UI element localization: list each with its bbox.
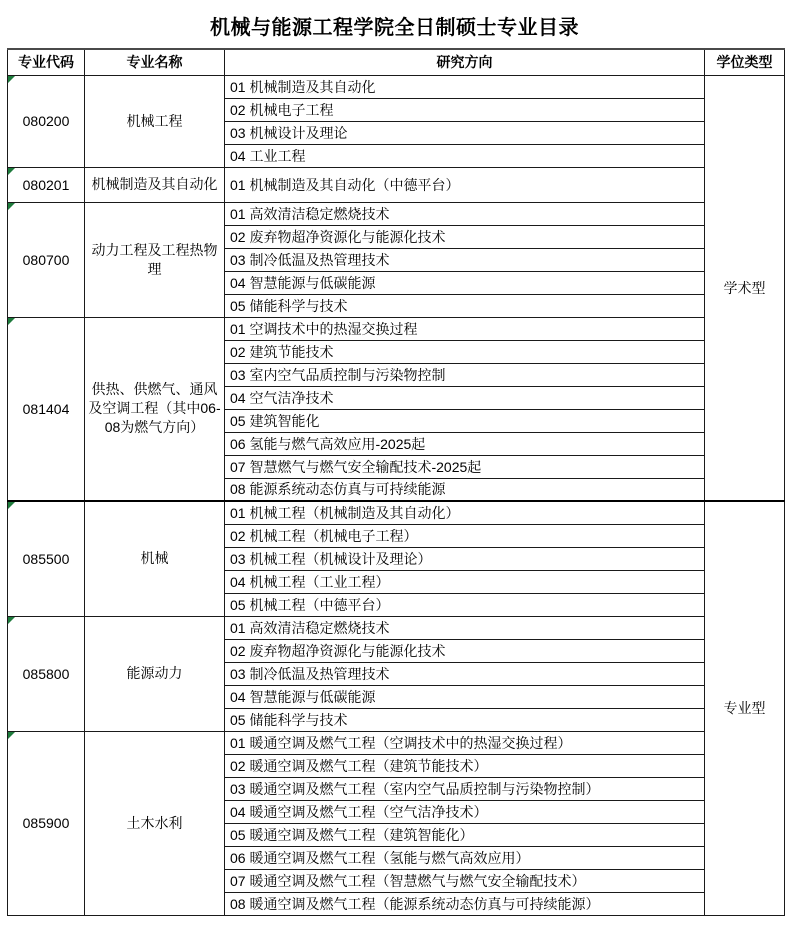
research-direction: 08 暖通空调及燃气工程（能源系统动态仿真与可持续能源） (230, 895, 600, 912)
research-direction: 01 机械制造及其自动化 (230, 78, 376, 95)
research-direction: 05 暖通空调及燃气工程（建筑智能化） (230, 826, 474, 843)
research-direction: 01 高效清洁稳定燃烧技术 (230, 205, 390, 222)
research-direction-cell (225, 248, 705, 271)
degree-type: 学术型 (723, 279, 766, 296)
program-code-cell (8, 75, 85, 167)
research-direction: 01 暖通空调及燃气工程（空调技术中的热湿交换过程） (230, 734, 572, 751)
research-direction: 04 机械工程（工业工程） (230, 573, 390, 590)
research-direction: 07 智慧燃气与燃气安全输配技术-2025起 (230, 458, 482, 475)
research-direction: 03 机械设计及理论 (230, 124, 348, 141)
research-direction-cell (225, 823, 705, 846)
excel-error-flag-icon (8, 203, 15, 210)
degree-type: 专业型 (723, 700, 766, 717)
research-direction-cell (225, 892, 705, 915)
table-row (8, 202, 785, 225)
research-direction: 03 制冷低温及热管理技术 (230, 665, 390, 682)
research-direction: 03 制冷低温及热管理技术 (230, 251, 390, 268)
program-code: 081404 (22, 400, 70, 417)
research-direction: 03 机械工程（机械设计及理论） (230, 550, 432, 567)
table-row (8, 616, 785, 639)
research-direction-cell (225, 75, 705, 98)
table-row (8, 317, 785, 340)
research-direction-cell (225, 98, 705, 121)
research-direction: 06 暖通空调及燃气工程（氢能与燃气高效应用） (230, 849, 530, 866)
research-direction: 02 废弃物超净资源化与能源化技术 (230, 228, 446, 245)
program-catalog-table (7, 48, 785, 916)
research-direction-cell (225, 271, 705, 294)
table-row (8, 501, 785, 524)
program-name-cell (85, 731, 225, 915)
research-direction: 04 工业工程 (230, 147, 306, 164)
program-code: 085800 (22, 665, 70, 682)
program-name-cell (85, 501, 225, 616)
excel-error-flag-icon (8, 502, 15, 509)
program-code-cell (8, 501, 85, 616)
program-code: 080201 (22, 176, 70, 193)
excel-error-flag-icon (8, 76, 15, 83)
research-direction-cell (225, 593, 705, 616)
program-code-cell (8, 731, 85, 915)
research-direction-cell (225, 685, 705, 708)
research-direction: 01 机械制造及其自动化（中德平台） (230, 176, 460, 193)
research-direction-cell (225, 340, 705, 363)
header-major-code: 专业代码 (8, 49, 85, 75)
research-direction: 04 暖通空调及燃气工程（空气洁净技术） (230, 803, 488, 820)
program-name: 机械工程 (126, 112, 183, 129)
program-name: 机械 (140, 550, 169, 567)
research-direction-cell (225, 202, 705, 225)
table-row (8, 731, 785, 754)
research-direction: 02 机械工程（机械电子工程） (230, 527, 418, 544)
research-direction-cell (225, 869, 705, 892)
research-direction-cell (225, 225, 705, 248)
research-direction-cell (225, 639, 705, 662)
header-research-direction: 研究方向 (225, 49, 705, 75)
research-direction-cell (225, 478, 705, 501)
research-direction-cell (225, 455, 705, 478)
program-code: 085500 (22, 550, 70, 567)
program-name: 动力工程及工程热物理 (91, 241, 218, 277)
header-row (8, 49, 785, 75)
research-direction: 04 智慧能源与低碳能源 (230, 688, 376, 705)
research-direction: 04 空气洁净技术 (230, 389, 334, 406)
research-direction-cell (225, 570, 705, 593)
degree-type-cell (705, 75, 785, 501)
research-direction-cell (225, 846, 705, 869)
research-direction-cell (225, 708, 705, 731)
research-direction-cell (225, 662, 705, 685)
program-name: 供热、供燃气、通风及空调工程（其中06-08为燃气方向） (88, 381, 221, 436)
research-direction-cell (225, 432, 705, 455)
research-direction: 02 暖通空调及燃气工程（建筑节能技术） (230, 757, 488, 774)
program-name-cell (85, 616, 225, 731)
research-direction-cell (225, 501, 705, 524)
research-direction-cell (225, 524, 705, 547)
research-direction: 04 智慧能源与低碳能源 (230, 274, 376, 291)
research-direction-cell (225, 547, 705, 570)
research-direction: 02 机械电子工程 (230, 101, 334, 118)
table-header (8, 49, 785, 75)
program-code-cell (8, 616, 85, 731)
research-direction: 05 储能科学与技术 (230, 297, 348, 314)
research-direction: 02 建筑节能技术 (230, 343, 334, 360)
table-body (8, 75, 785, 915)
research-direction-cell (225, 121, 705, 144)
program-code: 080700 (22, 251, 70, 268)
research-direction: 08 能源系统动态仿真与可持续能源 (230, 481, 446, 498)
research-direction-cell (225, 754, 705, 777)
research-direction-cell (225, 144, 705, 167)
degree-type-cell (705, 501, 785, 915)
program-name: 机械制造及其自动化 (91, 176, 218, 192)
research-direction: 05 建筑智能化 (230, 412, 320, 429)
program-code-cell (8, 167, 85, 202)
research-direction-cell (225, 294, 705, 317)
research-direction: 01 高效清洁稳定燃烧技术 (230, 619, 390, 636)
research-direction: 07 暖通空调及燃气工程（智慧燃气与燃气安全输配技术） (230, 872, 586, 889)
research-direction: 06 氢能与燃气高效应用-2025起 (230, 435, 426, 452)
program-name-cell (85, 317, 225, 501)
program-code-cell (8, 202, 85, 317)
program-code-cell (8, 317, 85, 501)
excel-error-flag-icon (8, 617, 15, 624)
program-name: 能源动力 (126, 665, 183, 681)
table-row (8, 75, 785, 98)
program-name: 土木水利 (126, 814, 183, 831)
program-name-cell (85, 202, 225, 317)
program-code: 080200 (22, 113, 70, 129)
research-direction: 02 废弃物超净资源化与能源化技术 (230, 642, 446, 659)
research-direction-cell (225, 731, 705, 754)
research-direction: 01 机械工程（机械制造及其自动化） (230, 504, 460, 521)
research-direction-cell (225, 167, 705, 202)
program-code: 085900 (22, 815, 70, 831)
research-direction: 03 室内空气品质控制与污染物控制 (230, 366, 446, 383)
research-direction-cell (225, 409, 705, 432)
research-direction-cell (225, 363, 705, 386)
header-degree-type: 学位类型 (705, 49, 785, 75)
header-major-name: 专业名称 (85, 49, 225, 75)
research-direction: 05 机械工程（中德平台） (230, 596, 390, 613)
research-direction-cell (225, 777, 705, 800)
research-direction-cell (225, 616, 705, 639)
excel-error-flag-icon (8, 318, 15, 325)
research-direction: 03 暖通空调及燃气工程（室内空气品质控制与污染物控制） (230, 780, 600, 797)
excel-error-flag-icon (8, 168, 15, 175)
research-direction-cell (225, 800, 705, 823)
excel-error-flag-icon (8, 732, 15, 739)
research-direction: 05 储能科学与技术 (230, 711, 348, 728)
research-direction-cell (225, 317, 705, 340)
table-row (8, 167, 785, 202)
page-title: 机械与能源工程学院全日制硕士专业目录 (210, 17, 579, 39)
program-name-cell (85, 167, 225, 202)
research-direction: 01 空调技术中的热湿交换过程 (230, 320, 418, 337)
research-direction-cell (225, 386, 705, 409)
program-name-cell (85, 75, 225, 167)
